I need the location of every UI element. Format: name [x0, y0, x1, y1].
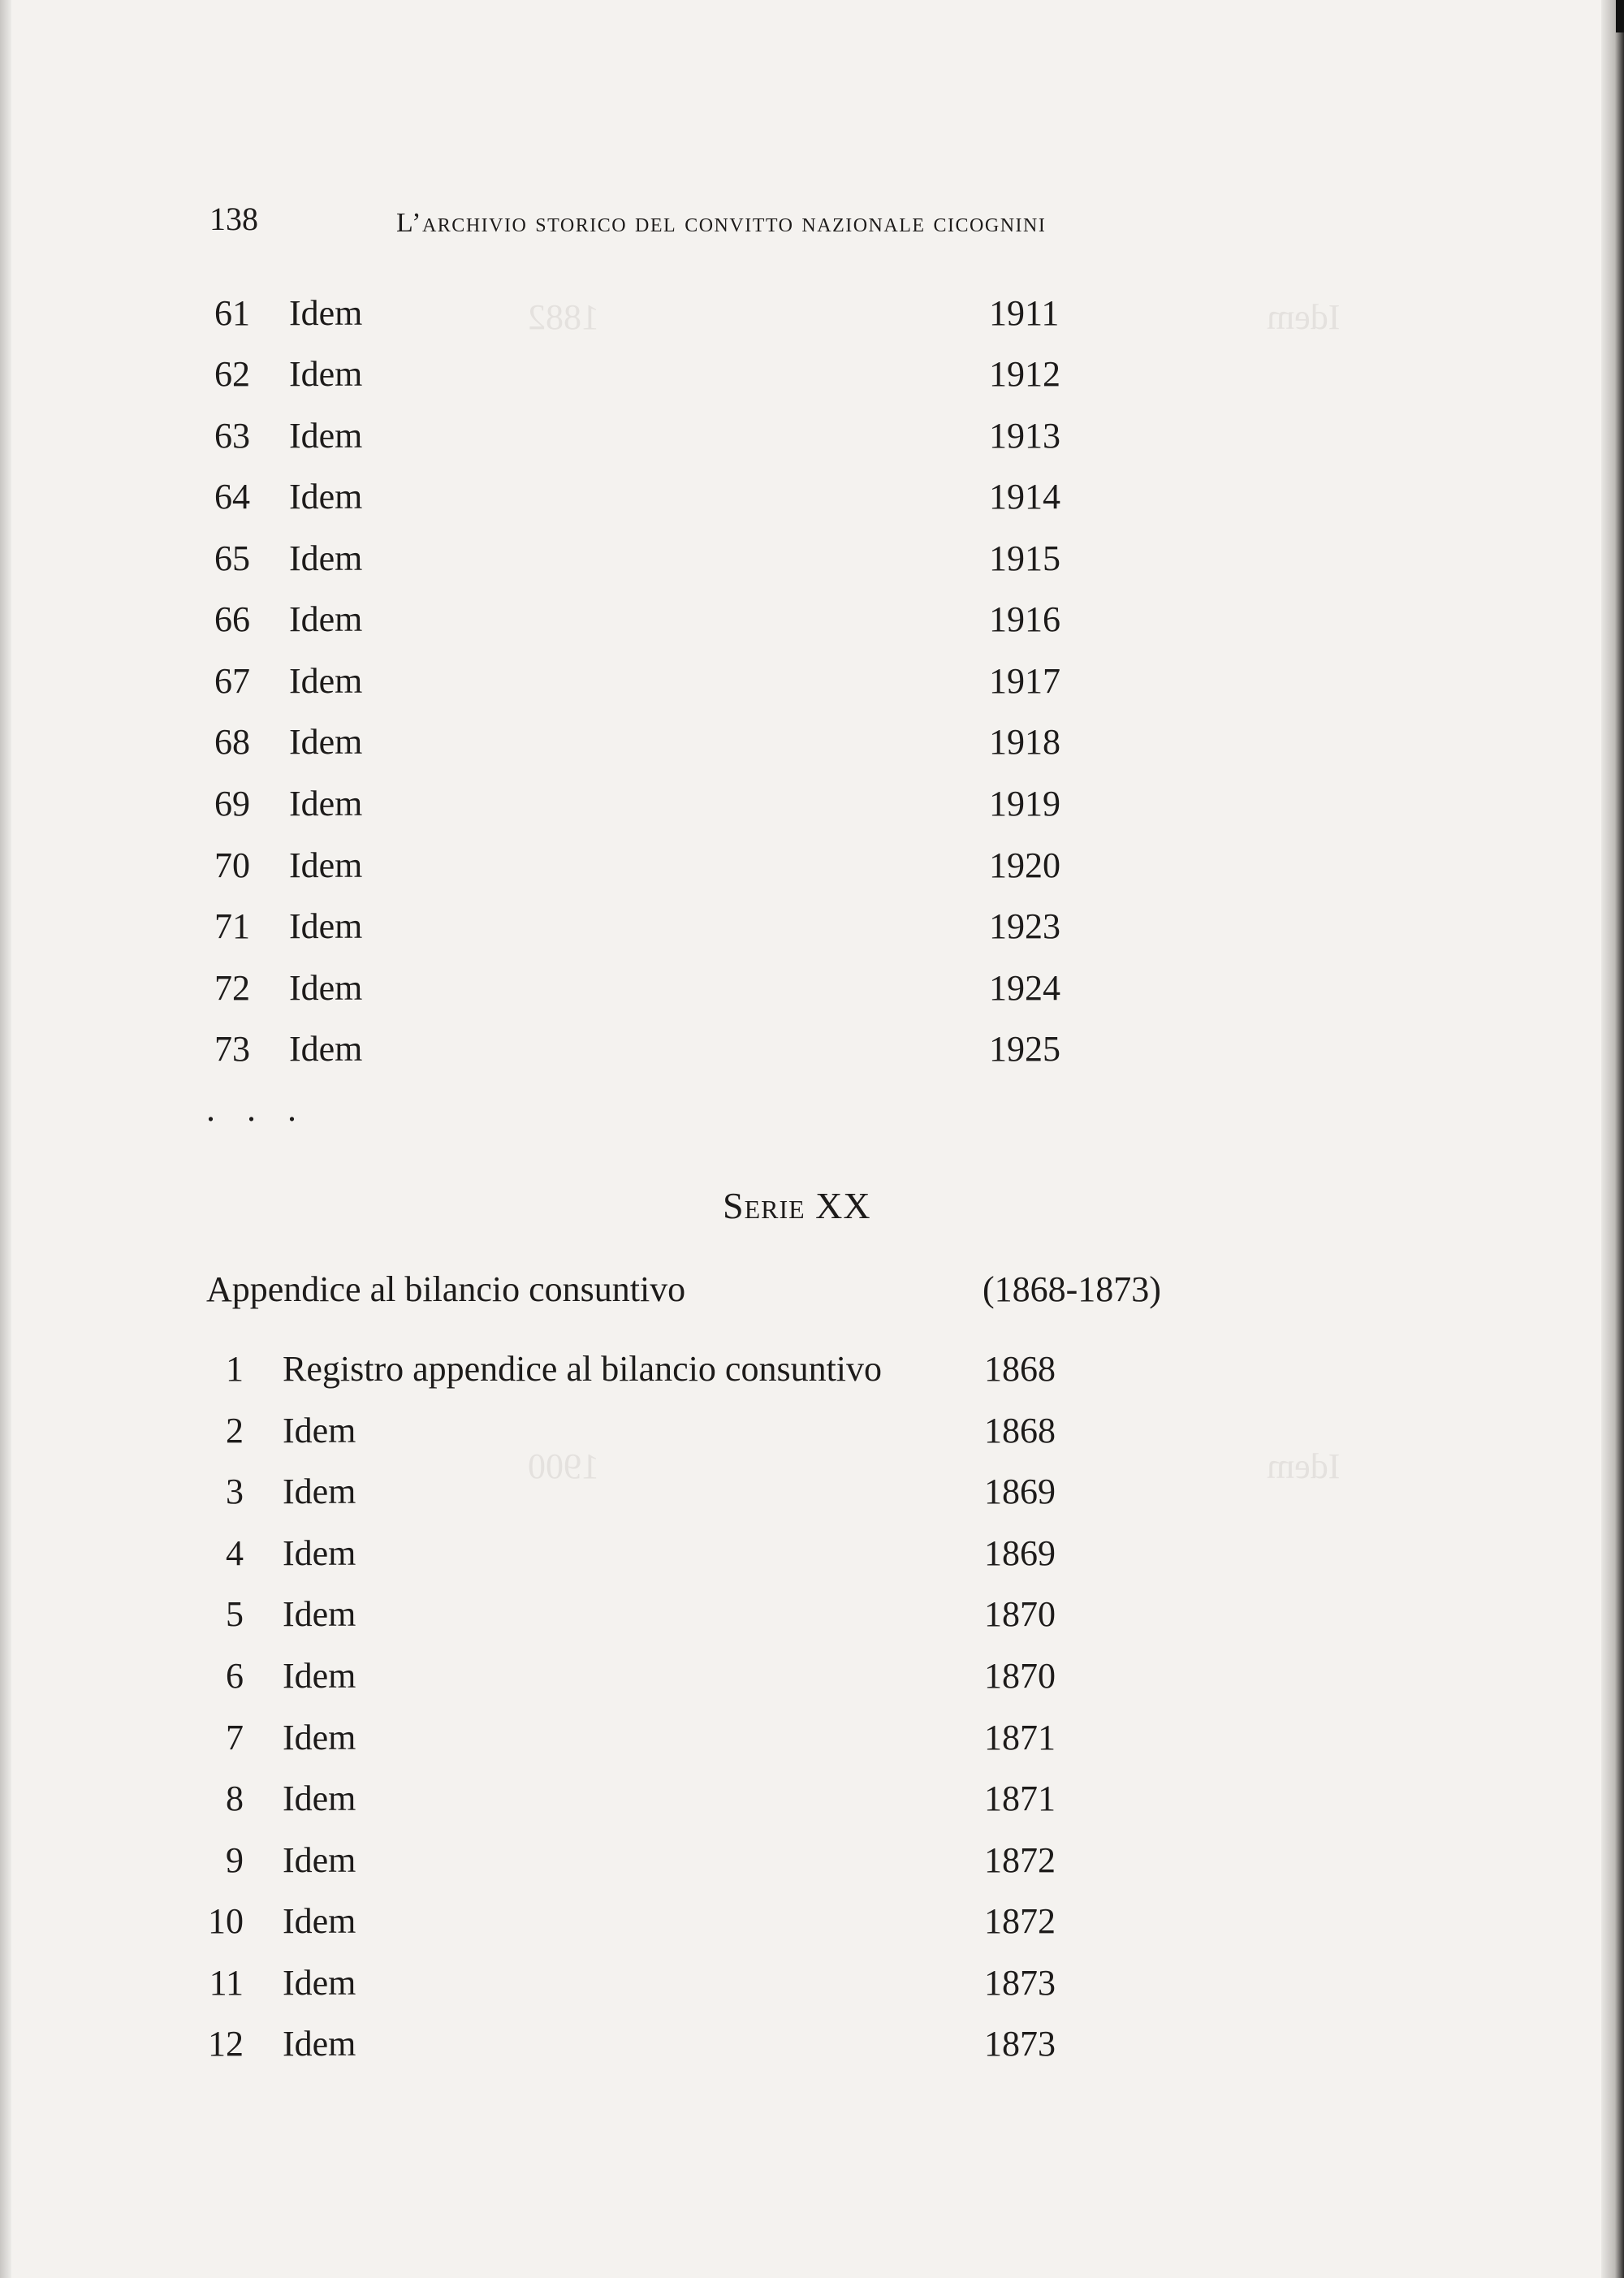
- item-description: Idem: [289, 661, 363, 701]
- item-description: Idem: [289, 845, 363, 885]
- item-year: 1917: [989, 661, 1060, 701]
- item-year: 1872: [984, 1901, 1056, 1941]
- item-description: Idem: [283, 1718, 356, 1757]
- page-edge-right: [1601, 0, 1624, 2278]
- item-description: Idem: [289, 293, 363, 333]
- item-year: 1914: [989, 477, 1060, 517]
- item-description: Idem: [289, 416, 363, 456]
- item-number: 10: [208, 1901, 244, 1941]
- page-number: 138: [209, 201, 258, 237]
- item-year: 1919: [989, 784, 1060, 823]
- item-year: 1920: [989, 845, 1060, 885]
- running-title: L’archivio storico del convitto nazionale cicognini: [396, 208, 1047, 238]
- item-description: Idem: [289, 477, 363, 517]
- item-number: 1: [226, 1349, 244, 1389]
- item-number: 6: [226, 1656, 244, 1696]
- item-year: 1873: [984, 2024, 1056, 2064]
- ellipsis: . . .: [206, 1089, 308, 1129]
- item-year: 1924: [989, 968, 1060, 1008]
- item-description: Idem: [283, 2024, 356, 2064]
- item-number: 3: [226, 1472, 244, 1511]
- item-year: 1915: [989, 538, 1060, 578]
- item-description: Idem: [283, 1533, 356, 1573]
- item-year: 1873: [984, 1963, 1056, 2003]
- item-description: Idem: [283, 1901, 356, 1941]
- item-description: Idem: [289, 906, 363, 946]
- item-description: Idem: [289, 722, 363, 762]
- item-description: Idem: [289, 354, 363, 394]
- item-number: 70: [214, 845, 250, 885]
- item-year: 1869: [984, 1472, 1056, 1511]
- item-number: 65: [214, 538, 250, 578]
- item-number: 11: [209, 1963, 244, 2003]
- item-description: Registro appendice al bilancio consuntivo: [283, 1349, 883, 1389]
- item-description: Idem: [289, 1029, 363, 1069]
- item-number: 7: [226, 1718, 244, 1757]
- item-year: 1918: [989, 722, 1060, 762]
- item-description: Idem: [289, 538, 363, 578]
- item-number: 5: [226, 1594, 244, 1634]
- item-year: 1868: [984, 1349, 1056, 1389]
- item-number: 63: [214, 416, 250, 456]
- item-number: 68: [214, 722, 250, 762]
- item-number: 73: [214, 1029, 250, 1069]
- page-edge-left: [0, 0, 11, 2278]
- item-description: Idem: [283, 1472, 356, 1511]
- item-description: Idem: [289, 599, 363, 639]
- page-edge-corner: [1616, 0, 1624, 32]
- item-year: 1923: [989, 906, 1060, 946]
- item-number: 8: [226, 1779, 244, 1818]
- item-description: Idem: [283, 1656, 356, 1696]
- item-year: 1871: [984, 1718, 1056, 1757]
- item-year: 1870: [984, 1594, 1056, 1634]
- item-number: 9: [226, 1840, 244, 1880]
- item-number: 4: [226, 1533, 244, 1573]
- item-year: 1868: [984, 1411, 1056, 1450]
- item-description: Idem: [283, 1594, 356, 1634]
- item-number: 72: [214, 968, 250, 1008]
- item-number: 62: [214, 354, 250, 394]
- series-label: Appendice al bilancio consuntivo: [206, 1269, 686, 1309]
- item-year: 1871: [984, 1779, 1056, 1818]
- series-date-range: (1868-1873): [983, 1269, 1161, 1309]
- item-number: 12: [208, 2024, 244, 2064]
- item-year: 1872: [984, 1840, 1056, 1880]
- item-year: 1869: [984, 1533, 1056, 1573]
- item-number: 71: [214, 906, 250, 946]
- item-year: 1913: [989, 416, 1060, 456]
- item-year: 1916: [989, 599, 1060, 639]
- item-number: 67: [214, 661, 250, 701]
- item-description: Idem: [283, 1411, 356, 1450]
- item-number: 2: [226, 1411, 244, 1450]
- item-number: 64: [214, 477, 250, 517]
- item-description: Idem: [289, 784, 363, 823]
- item-number: 66: [214, 599, 250, 639]
- series-title: Serie XX: [723, 1185, 871, 1226]
- item-description: Idem: [283, 1779, 356, 1818]
- item-number: 61: [214, 293, 250, 333]
- item-number: 69: [214, 784, 250, 823]
- item-year: 1870: [984, 1656, 1056, 1696]
- item-description: Idem: [283, 1840, 356, 1880]
- item-year: 1925: [989, 1029, 1060, 1069]
- item-description: Idem: [289, 968, 363, 1008]
- item-description: Idem: [283, 1963, 356, 2003]
- item-year: 1912: [989, 354, 1060, 394]
- item-year: 1911: [989, 293, 1060, 333]
